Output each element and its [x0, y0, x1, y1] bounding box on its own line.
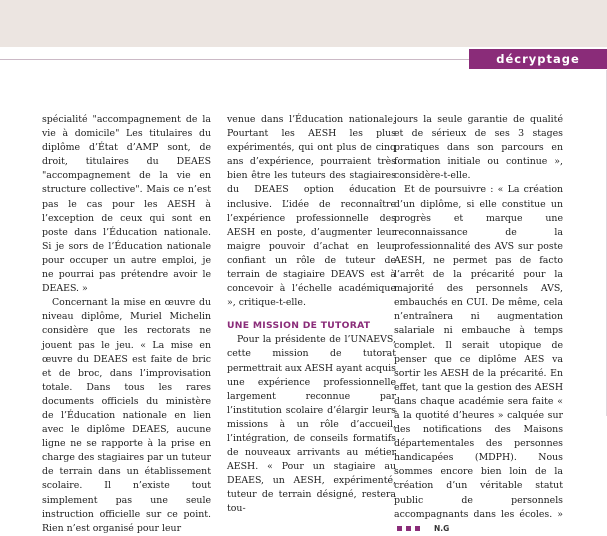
- article-column-3: [394, 113, 563, 536]
- end-square-icon: [415, 526, 420, 531]
- paragraph: jours la seule garantie de qualité et de sérieux de ses 3 stages pratiques dans son parcours en formation initiale ou continue », considère-t-elle.: [394, 114, 563, 182]
- header-band: [0, 0, 607, 47]
- header-rule: [0, 59, 469, 60]
- paragraph-text: Et de poursuivre : « La création d’un diplôme, si elle constitue un progrès et marque une reconnaissance de la professionnalité des AVS sur poste AESH, ne permet pas de facto l’arrêt de la précarité pour la majorité des personnels AVS, embauchés en CUI. De même, cela n’entraînera ni augmentation salariale ni embauche à temps complet. Il serait utopique de penser que ce diplôme AES va sortir les AESH de la précarité. En effet, tant que la gestion des AESH dans chaque académie sera faite « à la quotité d’heures » calquée sur des notifications des Maisons départementales des personnes handicapées (MDPH). Nous sommes encore bien loin de la création d’un véritable statut public de personnels accompagnants dans les écoles. »: [394, 184, 563, 520]
- paragraph: venue dans l’Éducation nationale. Pourtant les AESH les plus expérimentés, qui ont plus de cinq ans d’expérience, pourraient très bien être les tuteurs des stagiaires du DEAES option éducation inclusive. L’idée de reconnaître l’expérience professionnelle des AESH en poste, d’augmenter leur maigre pouvoir d’achat en leur confiant un rôle de tuteur de terrain de stagiaire DEAVS est à concevoir à l’échelle académique », critique-t-elle.: [227, 114, 396, 309]
- end-square-icon: [397, 526, 402, 531]
- section-label: décryptage: [469, 49, 607, 69]
- paragraph: spécialité "accompagnement de la vie à domicile" Les titulaires du diplôme d’État d’AMP sont, de droit, titulaires du DEAES "accompagnement de la vie en structure collective". Mais ce n’est pas le cas pour les AESH à l’exception de ceux qui sont en poste dans l’Éducation nationale. Si je sors de l’Éducation nationale pour occuper un autre emploi, je ne pourrai pas prétendre avoir le DEAES. »: [42, 114, 211, 295]
- paragraph-with-end-mark: [394, 183, 563, 536]
- section-subheading: UNE MISSION DE TUTORAT: [227, 320, 371, 332]
- author-signature: N.G: [434, 523, 450, 533]
- paragraph: Pour la présidente de l’UNAEVS, cette mission de tutorat permettrait aux AESH ayant acquis une expérience professionnelle largement reconnue par l’institution scolaire d’élargir leurs missions à un rôle d’accueil, l’intégration, de conseils formatifs de nouveaux arrivants au métier AESH. « Pour un stagiaire au DEAES, un AESH, expérimenté, tuteur de terrain désigné, restera tou-: [227, 334, 396, 515]
- end-of-article-mark: [397, 522, 449, 536]
- paragraph: Concernant la mise en œuvre du niveau diplôme, Muriel Michelin considère que les rectorats ne jouent pas le jeu. « La mise en œuvre du DEAES est faite de bric et de broc, dans l’improvisation totale. Dans tous les rares documents officiels du ministère de l’Éducation nationale en lien avec le diplôme DEAES, aucune ligne ne se rapporte à la prise en charge des stagiaires par un tuteur de terrain dans un établissement scolaire. Il n’existe tout simplement pas une seule instruction officielle sur ce point. Rien n’est organisé pour leur: [42, 297, 211, 534]
- article-column-1: [42, 113, 211, 536]
- end-square-icon: [406, 526, 411, 531]
- article-column-2: [227, 113, 396, 517]
